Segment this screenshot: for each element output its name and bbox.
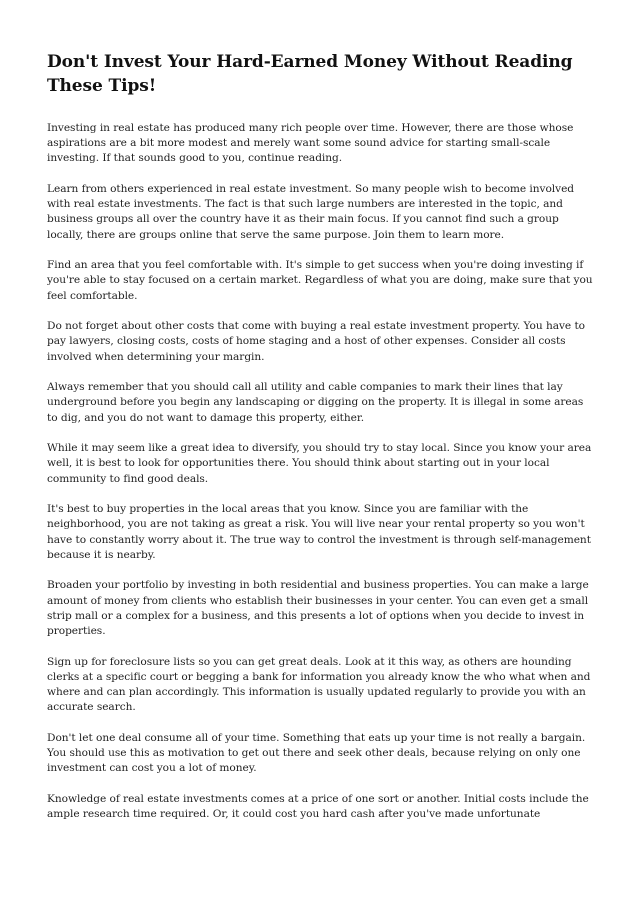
paragraph-3: Find an area that you feel comfortable with. It's simple to get success when you're doing investing if you're able to stay focused on a certain market. Regardless of what you are doing, make sure that you feel comfortable. <box>47 259 593 302</box>
paragraph-5: Always remember that you should call all utility and cable companies to mark their lines that lay underground before you begin any landscaping or digging on the property. It is illegal in some areas to dig, and you do not want to damage this property, either. <box>47 381 584 424</box>
document-title: Don't Invest Your Hard-Earned Money Without Reading These Tips! <box>47 52 573 96</box>
paragraph-1: Investing in real estate has produced many rich people over time. However, there are those whose aspirations are a bit more modest and merely want some sound advice for starting small-scale investing. If that sounds good to you, continue reading. <box>47 122 574 165</box>
paragraph-10: Don't let one deal consume all of your time. Something that eats up your time is not really a bargain. You should use this as motivation to get out there and seek other deals, because relying on only one investment can cost you a lot of money. <box>47 731 586 775</box>
paragraph-6: While it may seem like a great idea to diversify, you should try to stay local. Since you know your area well, it is best to look for opportunities there. You should think about starting out in your local community to find good deals. <box>47 442 592 485</box>
paragraph-8: Broaden your portfolio by investing in both residential and business properties. You can make a large amount of money from clients who establish their businesses in your center. You can even get a small strip mall or a complex for a business, and this presents a lot of options when you decide to invest in properties. <box>47 579 589 638</box>
paragraph-9: Sign up for foreclosure lists so you can get great deals. Look at it this way, as others are hounding clerks at a specific court or begging a bank for information you already know the who what when and where and can plan accordingly. This information is usually updated regularly to provide you with an accurate search. <box>47 655 591 714</box>
document-page <box>47 50 595 838</box>
paragraph-2: Learn from others experienced in real estate investment. So many people wish to become involved with real estate investments. The fact is that such large numbers are interested in the topic, and business groups all over the country have it as their main focus. If you cannot find such a group locally, there are groups online that serve the same purpose. Join them to learn more. <box>47 183 575 241</box>
paragraph-7: It's best to buy properties in the local areas that you know. Since you are familiar with the neighborhood, you are not taking as great a risk. You will live near your rental property so you won't have to constantly worry about it. The true way to control the investment is through self-management because it is nearby. <box>47 503 591 561</box>
paragraph-11: Knowledge of real estate investments comes at a price of one sort or another. Initial costs include the ample research time required. Or, it could cost you hard cash after you've made unfortunate <box>47 792 589 821</box>
paragraph-4: Do not forget about other costs that come with buying a real estate investment property. You have to pay lawyers, closing costs, costs of home staging and a host of other expenses. Consider all costs involved when determining your margin. <box>47 320 585 363</box>
